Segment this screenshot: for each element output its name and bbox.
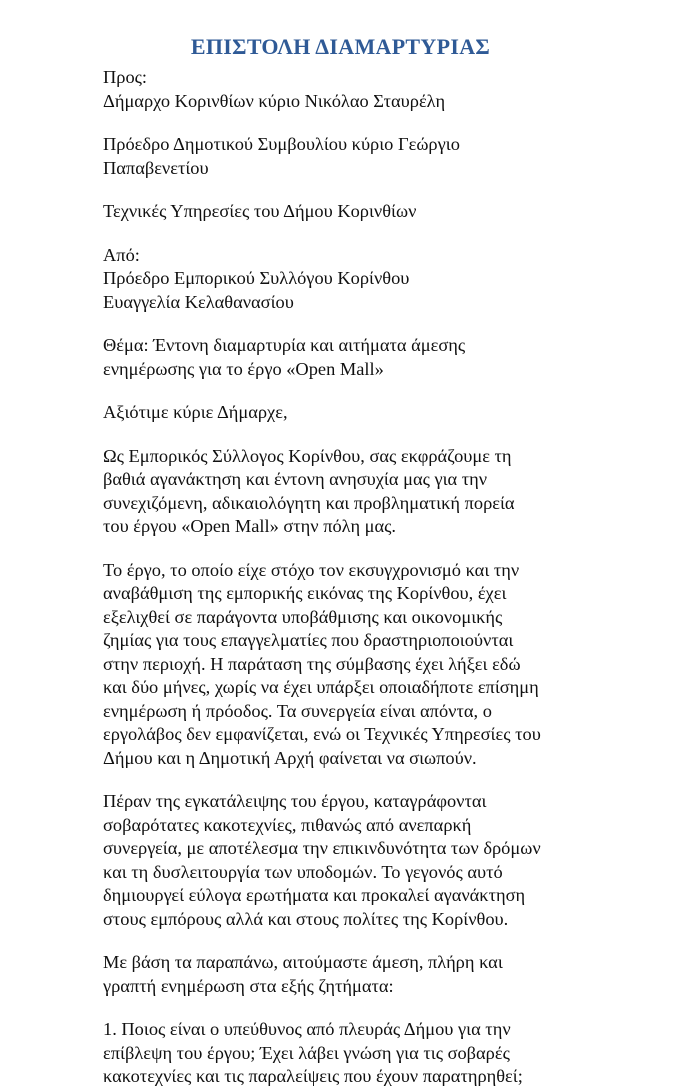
letter-line: εξελιχθεί σε παράγοντα υποβάθμισης και οικονομικής [103, 606, 503, 627]
letter-line: επίβλεψη του έργου; Έχει λάβει γνώση για τις σοβαρές [103, 1042, 510, 1063]
letter-block-para1 [103, 445, 583, 539]
letter-line: Από: [103, 244, 140, 265]
letter-line: Αξιότιμε κύριε Δήμαρχε, [103, 402, 288, 422]
letter-line: Δήμου και η Δημοτική Αρχή φαίνεται να σιωπούν. [103, 747, 477, 768]
paragraph-gap [103, 314, 583, 334]
letter-line: 1. Ποιος είναι ο υπεύθυνος από πλευράς Δήμου για την [103, 1019, 511, 1039]
letter-block-para2 [103, 559, 583, 771]
letter-line: Πρόεδρο Δημοτικού Συμβουλίου κύριο Γεώργιο [103, 134, 460, 154]
letter-block-from [103, 244, 583, 315]
letter-line: ενημέρωση ή πρόοδος. Τα συνεργεία είναι απόντα, ο [103, 700, 492, 721]
letter-line: εργολάβος δεν εμφανίζεται, ενώ οι Τεχνικές Υπηρεσίες του [103, 724, 541, 744]
letter-line: Το έργο, το οποίο είχε στόχο τον εκσυγχρονισμό και την [103, 559, 520, 580]
paragraph-gap [103, 539, 583, 559]
letter-line: στους εμπόρους αλλά και στους πολίτες της Κορίνθου. [103, 908, 509, 929]
letter-body [103, 66, 583, 1089]
letter-block-to [103, 66, 583, 113]
letter-line: βαθιά αγανάκτηση και έντονη ανησυχία μας για την [103, 469, 488, 489]
letter-line: Με βάση τα παραπάνω, αιτούμαστε άμεση, πλήρη και [103, 952, 503, 972]
letter-line: Δήμαρχο Κορινθίων κύριο Νικόλαο Σταυρέλη [103, 90, 446, 111]
letter-line: συνεργεία, με αποτέλεσμα την επικινδυνότητα των δρόμων [103, 838, 541, 858]
letter-line: ενημέρωσης για το έργο «Open Mall» [103, 358, 384, 379]
paragraph-gap [103, 224, 583, 244]
paragraph-gap [103, 931, 583, 951]
letter-block-technical [103, 200, 583, 224]
paragraph-gap [103, 770, 583, 790]
letter-line: και δύο μήνες, χωρίς να έχει υπάρξει οποιαδήποτε επίσημη [103, 677, 539, 697]
letter-line: Προς: [103, 67, 148, 87]
paragraph-gap [103, 998, 583, 1018]
letter-line: δημιουργεί εύλογα ερωτήματα και προκαλεί αγανάκτηση [103, 885, 526, 905]
paragraph-gap [103, 381, 583, 401]
letter-line: Πρόεδρο Εμπορικού Συλλόγου Κορίνθου [103, 268, 410, 288]
paragraph-gap [103, 425, 583, 445]
letter-line: Ως Εμπορικός Σύλλογος Κορίνθου, σας εκφράζουμε τη [103, 445, 512, 466]
letter-line: Τεχνικές Υπηρεσίες του Δήμου Κορινθίων [103, 201, 417, 221]
letter-line: ζημίας για τους επαγγελματίες που δραστηριοποιούνται [103, 630, 514, 650]
letter-line: αναβάθμιση της εμπορικής εικόνας της Κορίνθου, έχει [103, 583, 507, 603]
paragraph-gap [103, 113, 583, 133]
letter-block-item1 [103, 1018, 583, 1089]
letter-line: Ευαγγελία Κελαθανασίου [103, 291, 294, 312]
letter-line: γραπτή ενημέρωση στα εξής ζητήματα: [103, 975, 394, 996]
letter-line: στην περιοχή. Η παράταση της σύμβασης έχει λήξει εδώ [103, 653, 521, 674]
letter-block-salutation [103, 401, 583, 425]
letter-title: ΕΠΙΣΤΟΛΗ ΔΙΑΜΑΡΤΥΡΙΑΣ [190, 34, 491, 59]
letter-line: Πέραν της εγκατάλειψης του έργου, καταγράφονται [103, 791, 487, 811]
letter-line: κακοτεχνίες και τις παραλείψεις που έχουν παρατηρηθεί; [103, 1066, 523, 1086]
letter-block-para4 [103, 951, 583, 998]
letter-line: Θέμα: Έντονη διαμαρτυρία και αιτήματα άμεσης [103, 335, 466, 355]
letter-line: του έργου «Open Mall» στην πόλη μας. [103, 516, 397, 536]
letter-line: συνεχιζόμενη, αδικαιολόγητη και προβληματική πορεία [103, 492, 515, 513]
letter-block-subject [103, 334, 583, 381]
paragraph-gap [103, 180, 583, 200]
letter-block-president [103, 133, 583, 180]
letter-line: και τη δυσλειτουργία των υποδομών. Το γεγονός αυτό [103, 861, 503, 882]
letter-line: Παπαβενετίου [103, 157, 209, 178]
letter-block-para3 [103, 790, 583, 931]
letter-line: σοβαρότατες κακοτεχνίες, πιθανώς από ανεπαρκή [103, 814, 472, 835]
